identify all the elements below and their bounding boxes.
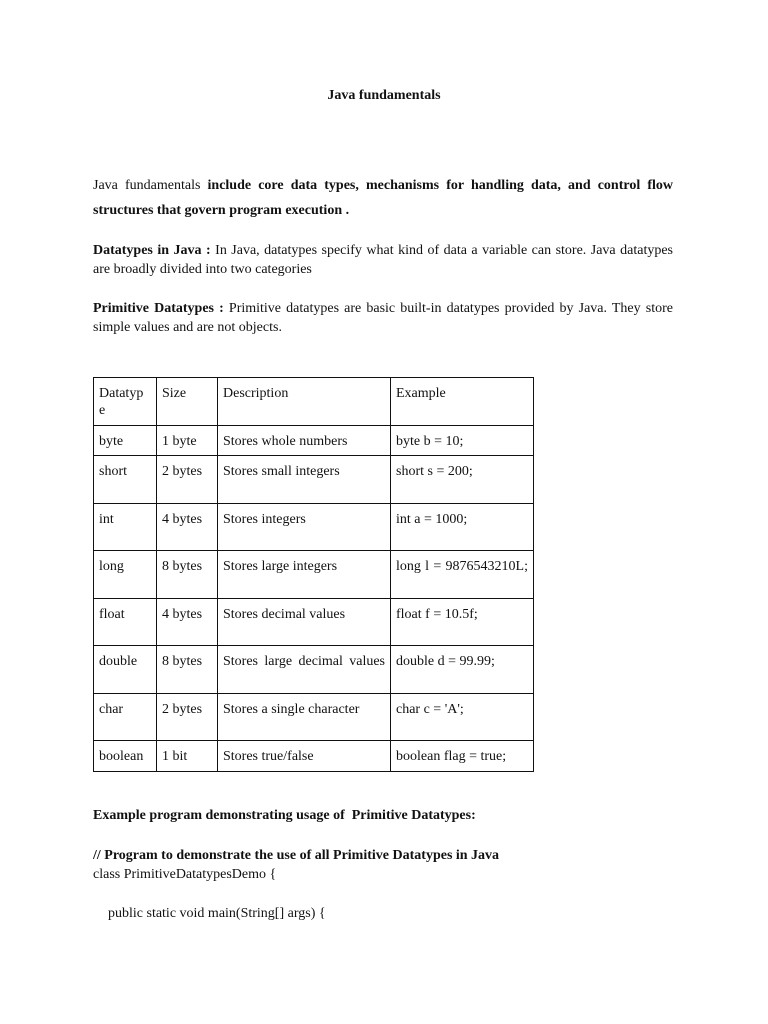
table-cell: boolean (94, 741, 157, 772)
table-cell: Stores whole numbers (218, 426, 391, 456)
table-cell: int a = 1000; (391, 504, 534, 551)
document-title: Java fundamentals (327, 88, 441, 103)
table-header-cell: Datatyp e (94, 378, 157, 426)
table-header-cell: Example (391, 378, 534, 426)
table-cell: boolean flag = true; (391, 741, 534, 772)
table-row (94, 694, 534, 741)
datatypes-label: Datatypes in Java : (93, 243, 211, 258)
table-cell: 2 bytes (157, 456, 218, 504)
table-row (94, 456, 534, 504)
table-cell: 4 bytes (157, 599, 218, 646)
table-cell: 2 bytes (157, 694, 218, 741)
table-cell: Stores decimal values (218, 599, 391, 646)
table-cell (218, 646, 391, 694)
table-cell: Stores true/false (218, 741, 391, 772)
table-cell: byte (94, 426, 157, 456)
table-header-row (94, 378, 534, 426)
intro-bold-text: include core data types, mechanisms for handling data, and control flow structures that govern program execution . (93, 178, 674, 218)
table-cell: Stores small integers (218, 456, 391, 504)
table-cell: short s = 200; (391, 456, 534, 504)
table-cell: long (94, 551, 157, 599)
table-cell: Stores large integers (218, 551, 391, 599)
code-main-line: public static void main(String[] args) { (108, 906, 326, 921)
table-row (94, 646, 534, 694)
primitive-label: Primitive Datatypes : (93, 301, 224, 316)
table-cell: 1 bit (157, 741, 218, 772)
table-cell: int (94, 504, 157, 551)
table-cell: 4 bytes (157, 504, 218, 551)
table-cell: double d = 99.99; (391, 646, 534, 694)
table-cell: 8 bytes (157, 551, 218, 599)
table-cell: Stores a single character (218, 694, 391, 741)
code-class-line: class PrimitiveDatatypesDemo { (93, 867, 277, 882)
table-header-cell: Size (157, 378, 218, 426)
intro-paragraph (93, 173, 673, 223)
table-row (94, 426, 534, 456)
datatypes-paragraph (93, 241, 673, 279)
table-cell: 8 bytes (157, 646, 218, 694)
table-row (94, 551, 534, 599)
table-cell (391, 551, 534, 599)
table-cell: 1 byte (157, 426, 218, 456)
primitive-paragraph (93, 299, 673, 337)
datatypes-text: In Java, datatypes specify what kind of data a variable can store. Java datatypes are broadly divided into two categories (93, 243, 673, 277)
table-cell: float f = 10.5f; (391, 599, 534, 646)
table-cell: float (94, 599, 157, 646)
intro-lead: Java fundamentals (93, 178, 201, 193)
table-row (94, 599, 534, 646)
table-row (94, 741, 534, 772)
table-cell: double (94, 646, 157, 694)
datatypes-table (93, 377, 534, 772)
table-cell: byte b = 10; (391, 426, 534, 456)
example-heading: Example program demonstrating usage of Primitive Datatypes: (93, 808, 476, 823)
code-comment-line: // Program to demonstrate the use of all Primitive Datatypes in Java (93, 848, 500, 863)
table-header-cell: Description (218, 378, 391, 426)
table-cell: char (94, 694, 157, 741)
primitive-text: Primitive datatypes are basic built-in datatypes provided by Java. They store simple values and are not objects. (93, 301, 673, 335)
table-cell: short (94, 456, 157, 504)
table-row (94, 504, 534, 551)
double-description-text: Stores large decimal values (223, 654, 385, 669)
table-cell: char c = 'A'; (391, 694, 534, 741)
long-example-text: long l = 9876543210L; (396, 559, 528, 574)
table-cell: Stores integers (218, 504, 391, 551)
